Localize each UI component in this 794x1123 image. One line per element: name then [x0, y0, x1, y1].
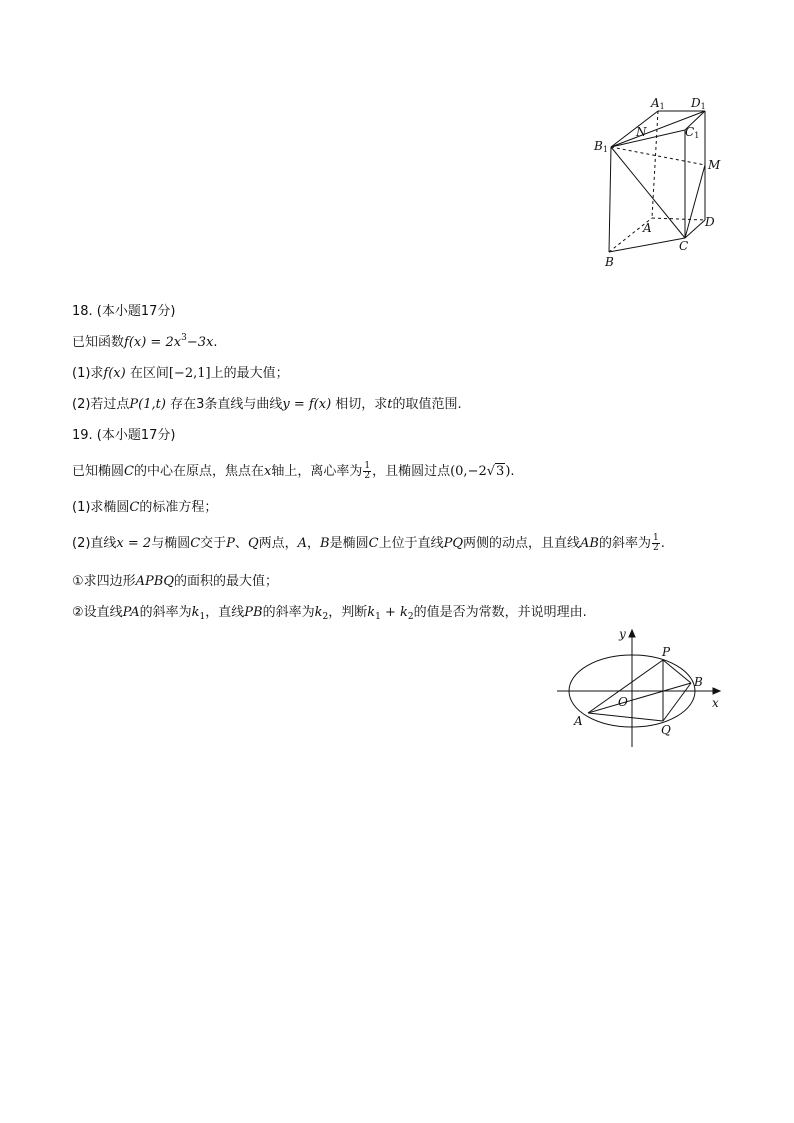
q19-sub1: ①求四边形APBQ的面积的最大值；	[72, 574, 279, 589]
label-N: N	[636, 125, 647, 139]
label-A: A	[643, 221, 652, 235]
q18-header: 18. (本小题17分)	[72, 304, 176, 319]
label-C: C	[679, 239, 689, 253]
ellipse-label-P: P	[662, 645, 671, 659]
ellipse-figure	[555, 625, 730, 750]
label-M: M	[708, 158, 721, 172]
slope-fraction: $\frac{1}{2}$	[652, 533, 659, 553]
label-C1: C1	[685, 125, 700, 140]
ellipse-label-x: x	[712, 696, 719, 710]
q18-part1: (1)求f(x) 在区间[−2,1]上的最大值；	[72, 366, 289, 381]
label-D1: D1	[691, 96, 706, 111]
ellipse-label-y: y	[619, 627, 626, 641]
ellipse-label-O: O	[618, 695, 628, 709]
q18-part2: (2)若过点P(1,t) 存在3条直线与曲线y = f(x) 相切，求t的取值范围.	[72, 397, 462, 412]
ellipse-label-A: A	[574, 714, 583, 728]
q19-sub2: ②设直线PA的斜率为$k_1$，直线PB的斜率为$k_2$，判断$k_1 + k_2$的值是否为常数，并说明理由.	[72, 605, 587, 622]
sqrt-three: √3	[486, 464, 505, 479]
ellipse-label-B: B	[694, 675, 703, 689]
ellipse-label-Q: Q	[661, 723, 671, 737]
label-D: D	[705, 215, 715, 229]
q19-stem: 已知椭圆C的中心在原点，焦点在x轴上，离心率为 $\frac{1}{2}$ ，且椭圆过点(0,−2√3).	[72, 461, 515, 481]
q19-part2: (2)直线x = 2与椭圆C交于P、Q两点，A，B是椭圆C上位于直线PQ两侧的动点，且直线AB的斜率为 $\frac{1}{2}$ .	[72, 533, 665, 553]
label-A1: A1	[651, 96, 665, 111]
q18-stem: 已知函数$f(x) = 2x^3-3x$.	[72, 333, 218, 350]
eccentricity-fraction: $\frac{1}{2}$	[364, 461, 371, 481]
q19-header: 19. (本小题17分)	[72, 428, 176, 443]
prism-figure	[590, 92, 730, 272]
q19-part1: (1)求椭圆C的标准方程；	[72, 500, 218, 515]
label-B: B	[605, 255, 614, 269]
label-B1: B1	[594, 139, 608, 154]
